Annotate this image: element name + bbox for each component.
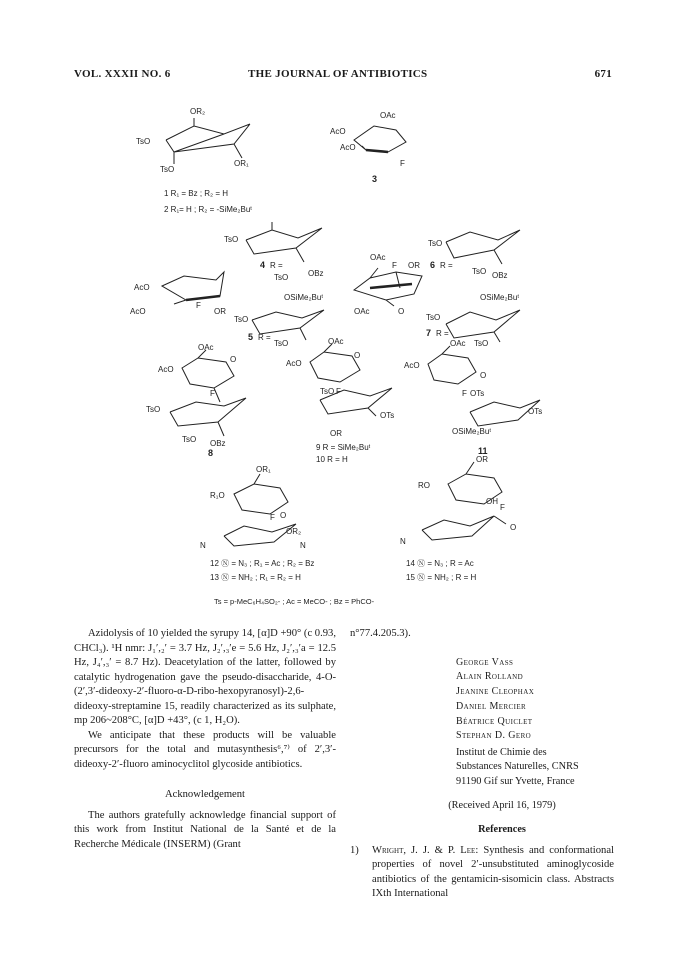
compound-8-number: 8 [208,448,214,458]
legend-15: 15 Ⓝ = NH₂ ; R = H [406,573,477,582]
n-symbol: N [400,537,406,546]
tso-label: TsO [234,315,249,324]
oac-label: OAc [328,337,344,346]
or-label: OR [330,429,342,438]
tso-label: TsO [428,239,443,248]
ots-label: OTs [470,389,485,398]
o-label: O [354,351,361,360]
tso-label: TsO [274,273,289,282]
structure-1-2 [136,107,252,214]
o-label: O [510,523,517,532]
obz-label: OBz [308,269,324,278]
compound-6-number: 6 [430,260,436,270]
reference-text: Synthesis and conformational properties of novel 2′-unsubstituted aminoglycoside antibiotics of the gentamicin-sisomicin class. Abstracts IXth International [372,844,614,900]
compound-7-number: 7 [426,328,432,338]
tso-label: TsO [474,339,489,348]
structure-12-13 [200,465,314,582]
abbreviation-legend: Ts = p-MeC₆H₄SO₂- ; Ac = MeCO- ; Bz = PhCO- [214,597,375,606]
legend-13: 13 Ⓝ = NH₂ ; R₁ = R₂ = H [210,573,301,582]
ro-label: RO [418,481,430,490]
or-label: OR [214,307,226,316]
legend-14: 14 Ⓝ = N₃ ; R = Ac [406,559,474,568]
legend-12: 12 Ⓝ = N₃ ; R₁ = Ac ; R₂ = Bz [210,559,315,568]
structure-11 [404,339,542,456]
running-header [74,68,612,84]
oac-label: OAc [380,111,396,120]
aco-label: AcO [330,127,346,136]
aco-label: AcO [158,365,174,374]
author-name: Jeanine Cleophax [456,686,535,698]
received-date: (Received April 16, 1979) [448,799,556,811]
references-title: References [478,824,526,836]
aco-label: AcO [286,359,302,368]
or1-label: OR₁ [234,159,249,168]
tso-label: TsO [472,267,487,276]
or2-label: OR₂ [286,527,302,536]
tso-label: TsO [146,405,161,414]
reference-item [350,844,614,902]
ots-label: OTs [528,407,543,416]
page-number: 671 [594,68,612,80]
r-equals: R = [258,333,271,342]
or2-label: OR₂ [190,107,206,116]
legend-10: 10 R = H [316,455,348,464]
aco-label: AcO [404,361,420,370]
oh-label: OH [486,497,498,506]
structure-6-7 [354,230,520,348]
oac-label: OAc [354,307,370,316]
r-equals: R = [436,329,449,338]
chemical-structures-figure [74,100,614,620]
f-label: F [400,159,405,168]
affiliation-line: Substances Naturelles, CNRS [456,761,579,773]
author-list [456,656,614,745]
author-name: Daniel Mercier [456,700,527,712]
body-paragraph-2: We anticipate that these products will be valuable precursors for the total and mutasynthesis⁶,⁷⁾ of 2′,3′-dideoxy-2′-fluoro aminocyclitol glycoside antibiotics. [74,729,336,770]
right-column [350,627,614,902]
affiliation-line: 91190 Gif sur Yvette, France [456,775,575,787]
oac-label: OAc [450,339,466,348]
or1-label: OR₁ [256,465,271,474]
osi-label: OSiMe₂Buᵗ [452,427,492,436]
tso-label: TsO [320,387,335,396]
f-label: F [270,513,275,522]
legend-2: 2 R₁= H ; R₂ = -SiMe₂Buᵗ [164,205,253,214]
f-label: F [210,389,215,398]
f-label: F [462,389,467,398]
body-paragraph-1: Azidolysis of 10 yielded the syrupy 14, [α]D +90° (c 0.93, CHCl₃). ¹H nmr: J₁′,₂′ = 3.7 Hz, J₂′,₃′e = 5.6 Hz, J₂′,₃′a = 12.5 Hz, J₄′,₃′ = 8.7 Hz). Deacetylation of the latter, followed by catalytic hydrogenation gave the pseudo-disaccharide, 4-O-(2′,3′-dideoxy-2′-fluoro-α-D-ribo-hexopyranosyl)-2,6-dideoxy-streptamine 15, readily characterized as its sulphate, mp 206~208°C, [α]D +43°, (c 1, H₂O). [74,628,336,726]
r1o-label: R₁O [210,491,225,500]
compound-3-number: 3 [372,174,378,184]
obz-label: OBz [492,271,508,280]
o-label: O [280,511,287,520]
obz-label: OBz [210,439,226,448]
o-label: O [398,307,405,316]
tso-label: TsO [274,339,289,348]
structure-9-10 [286,337,394,464]
author-name: Béatrice Quiclet [456,715,533,727]
author-name: Alain Rolland [456,671,524,683]
osi-label: OSiMe₂Buᵗ [284,293,324,302]
structure-3 [330,111,406,184]
n-symbol: N [300,541,306,550]
f-label: F [392,261,397,270]
volume-label: VOL. XXXII NO. 6 [74,68,171,80]
reference-number: 1) [350,844,359,856]
f-label: F [500,503,505,512]
affiliation-line: Institut de Chimie des [456,747,547,759]
author-name: George Vass [456,656,514,668]
compound-5-number: 5 [248,332,254,342]
tso-label: TsO [426,313,441,322]
affiliation [456,746,614,789]
acknowledgement-text: The authors gratefully acknowledge financial support of this work from Institut National de la Santé et de la Recherche Médicale (INSERM) (Grant [74,809,336,850]
acknowledgement-title: Acknowledgement [164,789,246,800]
aco-label: AcO [134,283,150,292]
left-column [74,627,336,852]
f-label: F [196,301,201,310]
n-symbol: N [200,541,206,550]
osi-label: OSiMe₂Buᵗ [480,293,520,302]
oac-label: OAc [370,253,386,262]
tso-label: TsO [224,235,239,244]
structure-4-5 [130,222,324,348]
aco-label: AcO [340,143,356,152]
journal-title: THE JOURNAL OF ANTIBIOTICS [248,68,428,80]
f-label: F [336,387,341,396]
o-label: O [230,355,237,364]
aco-label: AcO [130,307,146,316]
structure-14-15 [400,455,516,582]
author-name: Stephan D. Gero [456,730,532,742]
compound-4-number: 4 [260,260,266,270]
r-equals: R = [440,261,453,270]
or-label: OR [476,455,488,464]
o-label: O [480,371,487,380]
tso-label: TsO [136,137,151,146]
legend-9: 9 R = SiMe₂Buᵗ [316,443,371,452]
or-label: OR [408,261,420,270]
tso-label: TsO [160,165,175,174]
grant-continuation: n°77.4.205.3). [350,628,411,639]
tso-label: TsO [182,435,197,444]
ots-label: OTs [380,411,395,420]
r-equals: R = [270,261,283,270]
compound-11-number: 11 [478,446,488,456]
oac-label: OAc [198,343,214,352]
legend-1: 1 R₁ = Bz ; R₂ = H [164,189,229,198]
reference-authors: Wright, J. J. & P. Lee: [372,844,479,856]
structure-8 [146,343,246,458]
